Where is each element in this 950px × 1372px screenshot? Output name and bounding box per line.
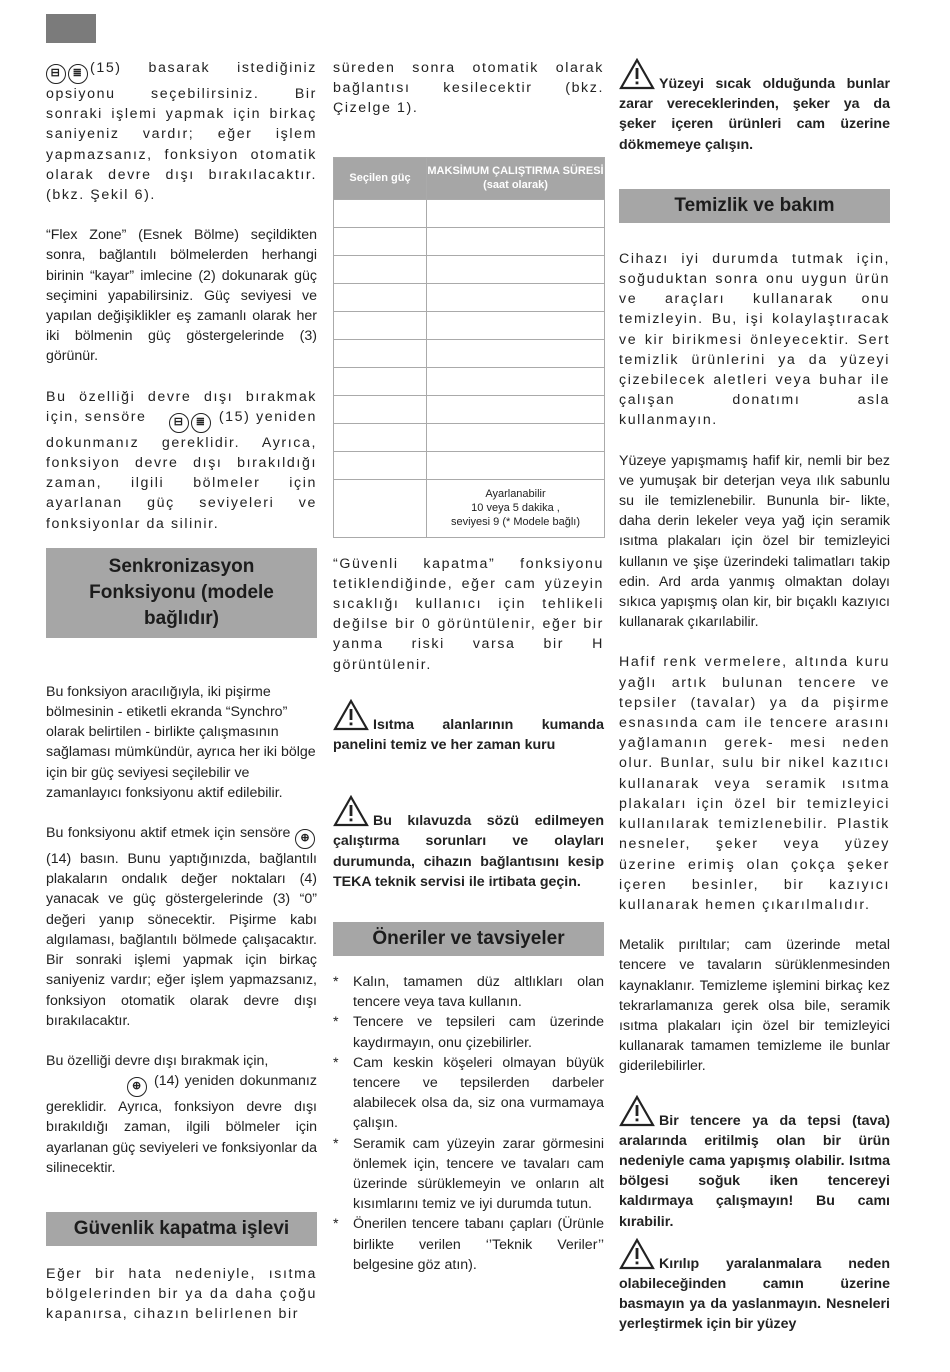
- shutdown-time-table: [333, 157, 605, 538]
- warning-note: [333, 699, 604, 755]
- paragraph: “Güvenli kapatma” fonksiyonu tetiklendiğinde, eğer cam yüzeyin sıcaklığı kullanıcı için tehlikeli değilse bir 0 görüntülenir, eğer bir yanma riski varsa bir H görüntülenir.: [333, 555, 604, 673]
- flex-zone-sensor-icon: ≣: [191, 413, 211, 433]
- column-2: [333, 58, 604, 1275]
- warning-icon: [333, 795, 369, 827]
- paragraph: Hafif renk vermelere, altında kuru yağlı artık bulunan tencere ve tepsiler (tavalar) ya da pişirme esnasında cam ile tencere arasını yağlamanın gerek- mesi neden olur. Bunlar, sulu bir nikel kazıtıcı kullanarak veya seramik ısıtma plakaları için özel bir temizleyici kullanılarak temizlenebilir. Plastik nesneler, şeker veya yüzey üzerine erimiş olan çokça şeker içeren besinler, bir kazıyıcı kullanarak hemen çıkarılmalıdır.: [619, 654, 890, 913]
- table-row: [334, 395, 605, 423]
- table-row: [334, 367, 605, 395]
- paragraph-text: (14) yeniden dokunmanız gereklidir. Ayrıca, fonksiyon devre dışı bırakıldığı zaman, ilgili bölmeler için ayarlanan güç seviyeleri ve fonksiyonlar da silinecektir.: [46, 1073, 317, 1176]
- column-3: [619, 58, 890, 1335]
- table-cell-text: Ayarlanabilir: [485, 488, 546, 501]
- paragraph: süreden sonra otomatik olarak bağlantısı kesilecektir (bkz. Çizelge 1).: [333, 60, 604, 117]
- paragraph: Metalik pırıltılar; cam üzerinde metal tencere ve tavaların sürüklenmesinden kaynaklanır. Temizleme işlemini birkaç kez tekrarlamanıza gerek olsa bile, seramik ısıtma plakaları için özel bir temizleyici kullanarak tamamen temizleme ile bunlar giderilebilirler.: [619, 937, 890, 1075]
- paragraph: [46, 387, 317, 534]
- section-heading-cleaning: Temizlik ve bakım: [619, 189, 890, 223]
- paragraph: Eğer bir hata nedeniyle, ısıtma bölgelerinden bir ya da daha çoğu kapanırsa, cihazın belirlenen bir: [46, 1265, 317, 1323]
- table-row: [334, 311, 605, 339]
- table-cell-text: 10 veya 5 dakika ,: [471, 502, 560, 515]
- paragraph: [46, 1051, 317, 1178]
- paragraph-text: (14) basın. Bunu yaptığınızda, bağlantılı plakaların ondalık değer noktaları (4) yanacak ve güç göstergelerinde (3) “0” değeri yanıp sönecektir. Pişirme kabı algılaması, bağlantılı bölmede çalışacaktır. Bir sonraki işlemi yapmak için birkaç saniyeniz vardır; eğer işlem yapmazsanız, fonksiyon otomatik olarak devre dışı bırakılacaktır.: [46, 851, 317, 1029]
- section-heading-synchro: Senkronizasyon Fonksiyonu (modele bağlıdır): [46, 548, 317, 638]
- table-row: [334, 199, 605, 227]
- list-item: * Cam keskin köşeleri olmayan büyük tencere ve tepsilerden darbeler alabilecek olsa da, siz ona vurmamaya çalışın.: [333, 1053, 604, 1134]
- paragraph: “Flex Zone” (Esnek Bölme) seçildikten sonra, bağlantılı bölmelerden herhangi birinin “kayar” imlecine (2) dokunarak güç seçimini yapabilirsiniz. Güç seviyesi ve yapılan değişiklikler eş zamanlı olarak her iki bölmenin güç göstergelerinde (3) görünür.: [46, 227, 317, 365]
- warning-note: [619, 1238, 890, 1335]
- flex-zone-sensor-icon: ≣: [68, 64, 88, 84]
- warning-icon: [619, 1238, 655, 1270]
- list-item: * Tencere ve tepsileri cam üzerinde kaydırmayın, onu çizebilirler.: [333, 1012, 604, 1052]
- section-heading-safety-shutdown: Güvenlik kapatma işlevi: [46, 1212, 317, 1246]
- warning-note: [619, 58, 890, 155]
- tips-list: [333, 972, 604, 1275]
- flex-zone-sensor-icon: ⊟: [46, 64, 66, 84]
- table-row: [334, 255, 605, 283]
- warning-text: Kırılıp yaralanmalara neden olabileceğinden camın üzerine basmayın ya da yaslanmayın. Nesneleri yerleştirmek için bir yüzey: [619, 1255, 890, 1333]
- paragraph: [46, 58, 317, 205]
- table-row: [334, 423, 605, 451]
- warning-text: Bu kılavuzda sözü edilmeyen çalıştırma sorunları ve olayları durumunda, cihazın bağlantısını kesip TEKA teknik servisi ile irtibata geçin.: [333, 813, 604, 890]
- list-item: * Kalın, tamamen düz altlıkları olan tencere veya tava kullanın.: [333, 972, 604, 1012]
- paragraph-text: Bu fonksiyonu aktif etmek için sensöre: [46, 825, 291, 842]
- flex-zone-sensor-icon: ⊟: [169, 413, 189, 433]
- list-item: * Seramik cam yüzeyin zarar görmesini önlemek için, tencere ve tavaları cam üzerinde sürüklemeyin ve onların alt kısımlarını temiz ve iyi durumda tutun.: [333, 1134, 604, 1215]
- table-row: [334, 283, 605, 311]
- paragraph-text: (15) basarak istediğiniz opsiyonu seçebilirsiniz. Bir sonraki işlemi yapmak için birkaç saniyeniz vardır; eğer işlem yapmazsanız, fonksiyon otomatik olarak devre dışı bırakılacaktır. (bkz. Şekil 6).: [46, 60, 317, 204]
- table-row: [334, 451, 605, 479]
- warning-icon: [619, 58, 655, 90]
- list-item: * Önerilen tencere tabanı çapları (Ürünle birlikte verilen ‘’Teknik Veriler’’ belgesine göz atın).: [333, 1214, 604, 1275]
- table-cell-text: seviyesi 9 (* Modele bağlı): [450, 516, 580, 529]
- paragraph-text: Bu özelliği devre dışı bırakmak için, sensöre: [46, 388, 317, 425]
- warning-text: Isıtma alanlarının kumanda panelini temiz ve her zaman kuru: [333, 716, 604, 754]
- paragraph: Yüzeye yapışmamış hafif kir, nemli bir bez ve yumuşak bir deterjan veya ılık sabunlu su ile temizlenebilir. Bununla bir- likte, daha derin lekeler veya yağ için seramik ısıtma plakaları için özel bir temizleyici kullanın ve şişe üzerindeki talimatları takip edin. Ard arda yanmış olmaktan dolayı sıkıca yapışmış olan kir, bir bıçaklı kazıyıcı kullanarak çıkarılabilir.: [619, 452, 890, 631]
- table-row: [334, 479, 605, 537]
- table-header-power: Seçilen güç: [334, 157, 427, 199]
- synchro-sensor-icon: ⊕: [127, 1077, 147, 1097]
- warning-text: Bir tencere ya da tepsi (tava) aralarında eritilmiş olan bir ürün nedeniyle cama yapışmış olabilir. Isıtma bölgesi soğuk iken tencereyi kaldırmaya çalışmayın! Bu camı kırabilir.: [619, 1112, 890, 1230]
- paragraph: Bu fonksiyon aracılığıyla, iki pişirme bölmesinin - etiketli ekranda “Synchro” olarak belirtilen - birlikte çalışmasının sağlaması mümkündür, ayrıca her iki bölge için bir güç seviyesi seçilebilir ve zamanlayıcı fonksiyonu aktif edilebilir.: [46, 683, 316, 801]
- paragraph-text: (15) yeniden dokunmanız gereklidir. Ayrıca, fonksiyon devre dışı bırakıldığı zaman, ilgili bölmeler için ayarlanan güç seviyeleri ve fonksiyonlar da silinir.: [46, 408, 318, 532]
- paragraph: Cihazı iyi durumda tutmak için, soğuduktan sonra onu uygun ürün ve araçları kullanarak onu temizleyin. Bu, işi kolaylaştıracak ve kir birikmesi önleyecektir. Sert temizlik ürünlerini ya da yüzeyi çizebilecek aletleri veya buhar ile çalışan donatımı asla kullanmayın.: [619, 250, 890, 429]
- synchro-sensor-icon: ⊕: [295, 829, 315, 849]
- table-cell-adjustable: [427, 479, 605, 537]
- table-row: [334, 227, 605, 255]
- paragraph: [46, 823, 317, 1031]
- warning-note: [619, 1095, 890, 1232]
- paragraph-text: Bu özelliği devre dışı bırakmak için,: [46, 1052, 269, 1069]
- section-heading-tips: Öneriler ve tavsiyeler: [333, 922, 604, 956]
- column-1: [46, 58, 317, 1325]
- table-header-max-time: MAKSİMUM ÇALIŞTIRMA SÜRESİ (saat olarak): [427, 157, 605, 199]
- warning-icon: [619, 1095, 655, 1127]
- warning-note: [333, 795, 604, 892]
- page-tab-marker: [46, 14, 96, 43]
- warning-icon: [333, 699, 369, 731]
- table-row: [334, 339, 605, 367]
- warning-text: Yüzeyi sıcak olduğunda bunlar zarar vereceklerinden, şeker ya da şeker içeren ürünleri cam üzerine dökmemeye çalışın.: [619, 76, 890, 153]
